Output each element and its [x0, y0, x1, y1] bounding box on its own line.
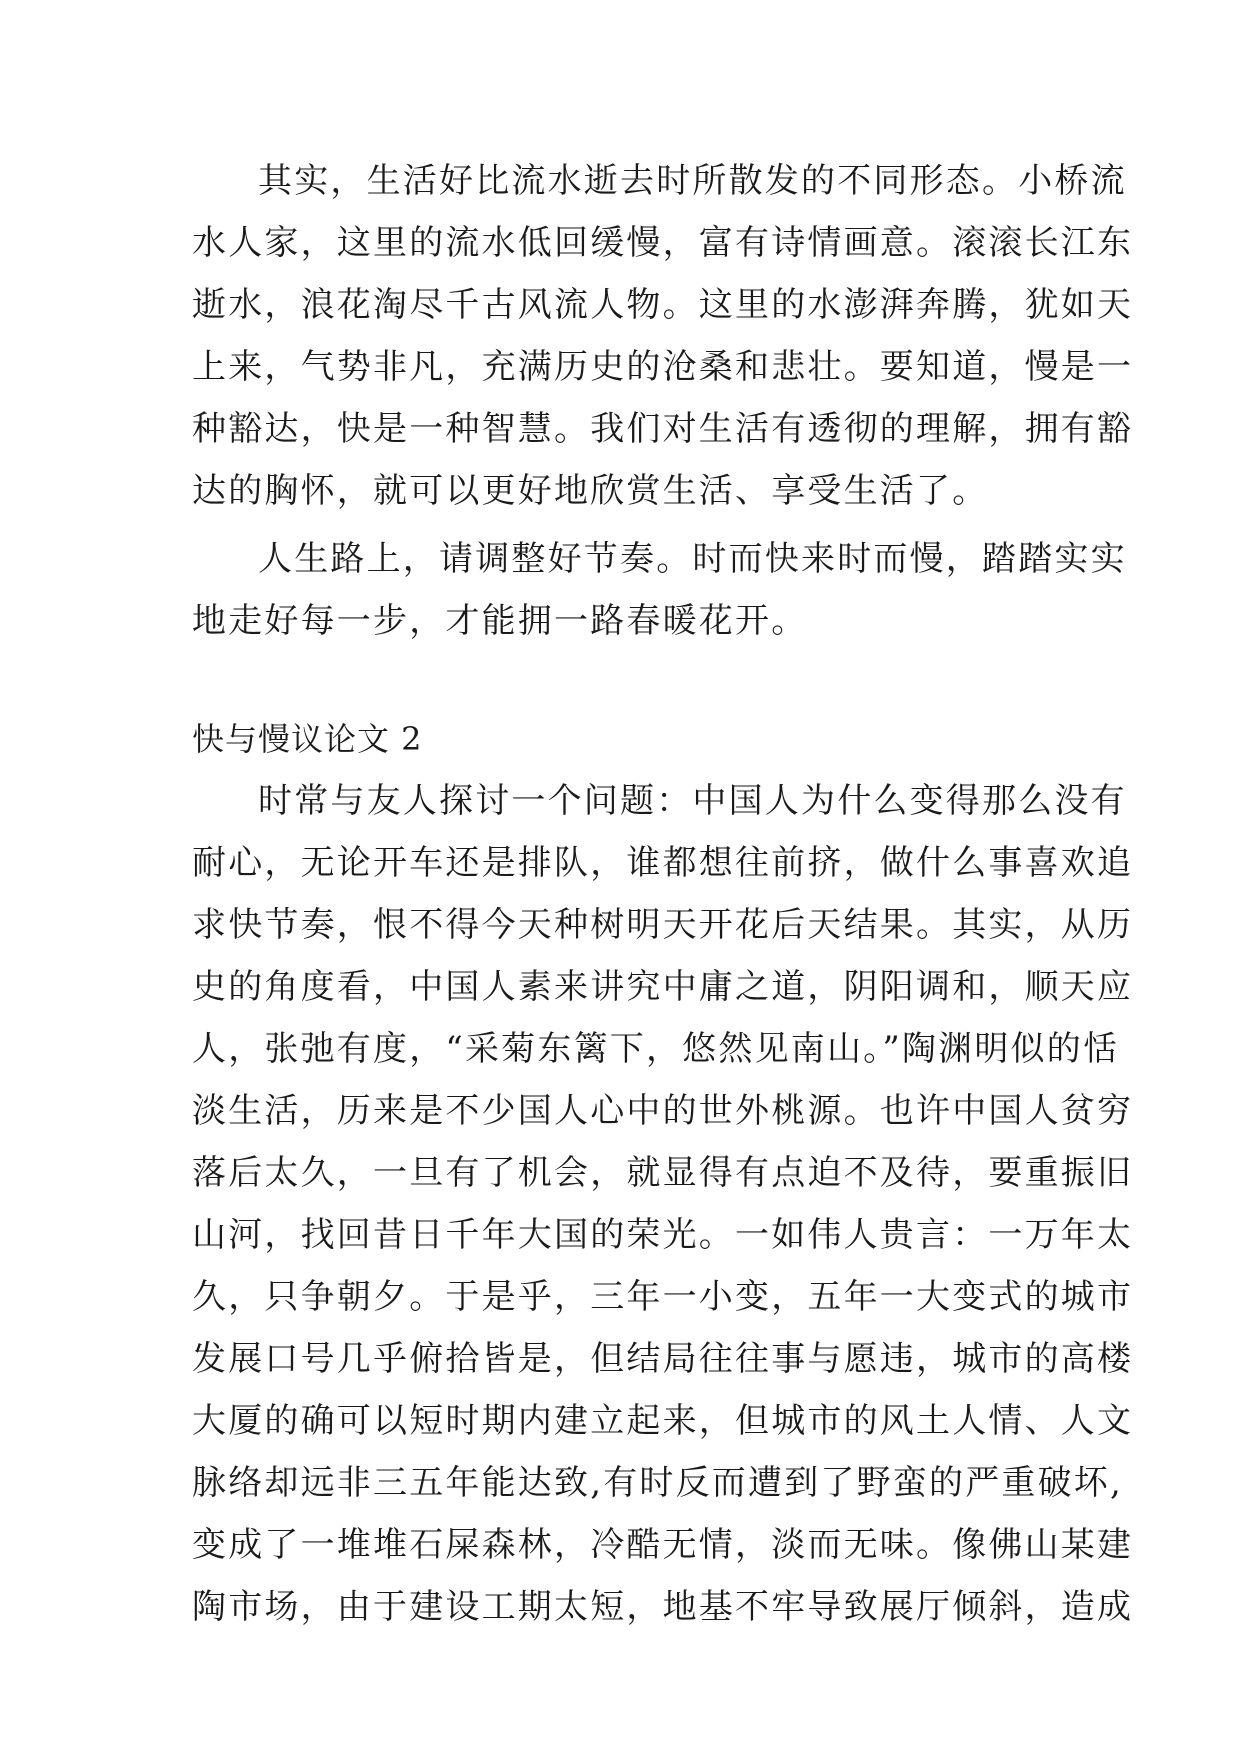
text-line: 发展口号几乎俯拾皆是，但结局往往事与愿违，城市的高楼	[192, 1339, 1134, 1379]
text-line: 史的角度看，中国人素来讲究中庸之道，阴阳调和，顺天应	[192, 967, 1134, 1007]
text-line: 达的胸怀，就可以更好地欣赏生活、享受生活了。	[192, 471, 989, 511]
text-line: 逝水，浪花淘尽千古风流人物。这里的水澎湃奔腾，犹如天	[192, 285, 1134, 325]
text-line: 山河，找回昔日千年大国的荣光。一如伟人贵言：一万年太	[192, 1215, 1134, 1255]
text-line: 水人家，这里的流水低回缓慢，富有诗情画意。滚滚长江东	[192, 223, 1134, 263]
text-line: 种豁达，快是一种智慧。我们对生活有透彻的理解，拥有豁	[192, 409, 1134, 449]
text-line: 求快节奏，恨不得今天种树明天开花后天结果。其实，从历	[192, 905, 1134, 945]
paragraph-2	[192, 528, 1127, 652]
paragraph-3	[192, 770, 1134, 1638]
text-line: 上来，气势非凡，充满历史的沧桑和悲壮。要知道，慢是一	[192, 347, 1134, 387]
text-line: 地走好每一步，才能拥一路春暖花开。	[192, 601, 808, 641]
section-heading: 快与慢议论文 2	[192, 720, 423, 758]
text-line: 人，张弛有度，“采菊东篱下，悠然见南山。”陶渊明似的恬	[192, 1029, 1120, 1069]
text-line: 陶市场，由于建设工期太短，地基不牢导致展厅倾斜，造成	[192, 1587, 1134, 1627]
text-line: 时常与友人探讨一个问题：中国人为什么变得那么没有	[258, 781, 1127, 821]
text-line: 淡生活，历来是不少国人心中的世外桃源。也许中国人贫穷	[192, 1091, 1134, 1131]
text-line: 脉络却远非三五年能达致,有时反而遭到了野蛮的严重破坏,	[192, 1463, 1124, 1503]
text-line: 大厦的确可以短时期内建立起来，但城市的风土人情、人文	[192, 1401, 1134, 1441]
paragraph-1	[192, 150, 1134, 522]
document-page	[192, 150, 1134, 1638]
text-line: 变成了一堆堆石屎森林，冷酷无情，淡而无味。像佛山某建	[192, 1525, 1134, 1565]
text-line: 人生路上，请调整好节奏。时而快来时而慢，踏踏实实	[258, 539, 1127, 579]
text-line: 落后太久，一旦有了机会，就显得有点迫不及待，要重振旧	[192, 1153, 1134, 1193]
text-line: 耐心，无论开车还是排队，谁都想往前挤，做什么事喜欢追	[192, 843, 1134, 883]
text-line: 久，只争朝夕。于是乎，三年一小变，五年一大变式的城市	[192, 1277, 1134, 1317]
text-line: 其实，生活好比流水逝去时所散发的不同形态。小桥流	[258, 161, 1127, 201]
